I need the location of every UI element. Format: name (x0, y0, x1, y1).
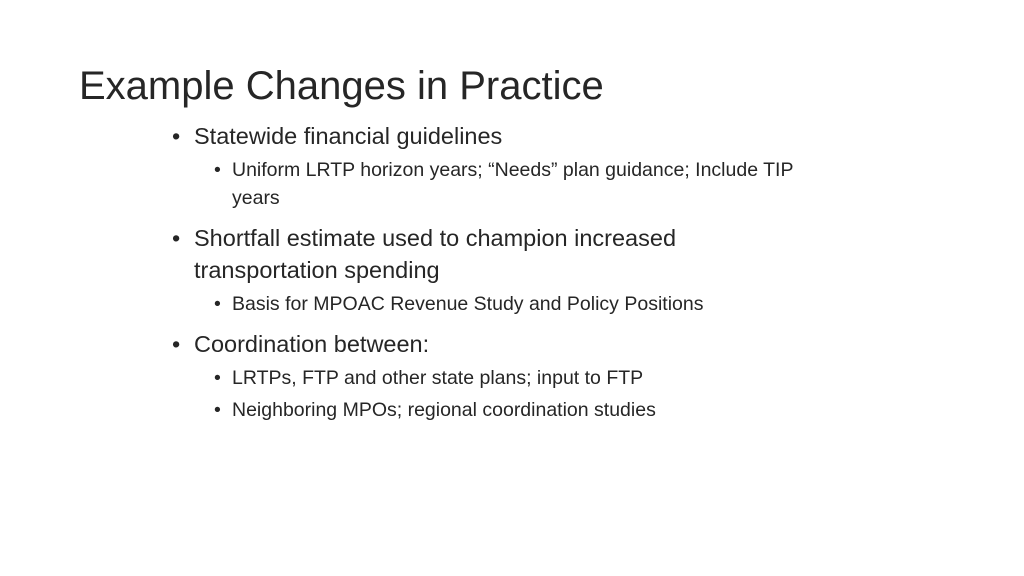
sub-bullet-text: LRTPs, FTP and other state plans; input to FTP (232, 367, 644, 389)
sub-bullet-list (213, 290, 820, 318)
bullet-dot-icon: • (172, 225, 181, 251)
sub-bullet-item (213, 396, 820, 424)
sub-bullet-text: Basis for MPOAC Revenue Study and Policy Positions (232, 293, 704, 315)
bullet-dot-icon: • (172, 123, 181, 149)
bullet-dot-icon: • (214, 367, 221, 389)
slide-title: Example Changes in Practice (79, 64, 604, 108)
bullet-dot-icon: • (214, 399, 221, 421)
bullet-list (170, 120, 820, 424)
sub-bullet-item (213, 290, 820, 318)
sub-bullet-text: Neighboring MPOs; regional coordination studies (232, 399, 656, 421)
bullet-text: Coordination between: (194, 331, 430, 357)
slide-body (170, 120, 820, 424)
sub-bullet-text: Uniform LRTP horizon years; “Needs” plan guidance; Include TIP years (232, 159, 794, 209)
bullet-text: Shortfall estimate used to champion increased transportation spending (194, 225, 677, 283)
sub-bullet-list (213, 364, 820, 424)
bullet-dot-icon: • (214, 293, 221, 315)
sub-bullet-list (213, 156, 820, 212)
bullet-item (170, 328, 820, 424)
bullet-item (170, 120, 820, 212)
bullet-dot-icon: • (214, 159, 221, 181)
sub-bullet-item (213, 156, 820, 212)
bullet-text: Statewide financial guidelines (194, 123, 503, 149)
bullet-dot-icon: • (172, 331, 181, 357)
bullet-item (170, 222, 820, 318)
sub-bullet-item (213, 364, 820, 392)
